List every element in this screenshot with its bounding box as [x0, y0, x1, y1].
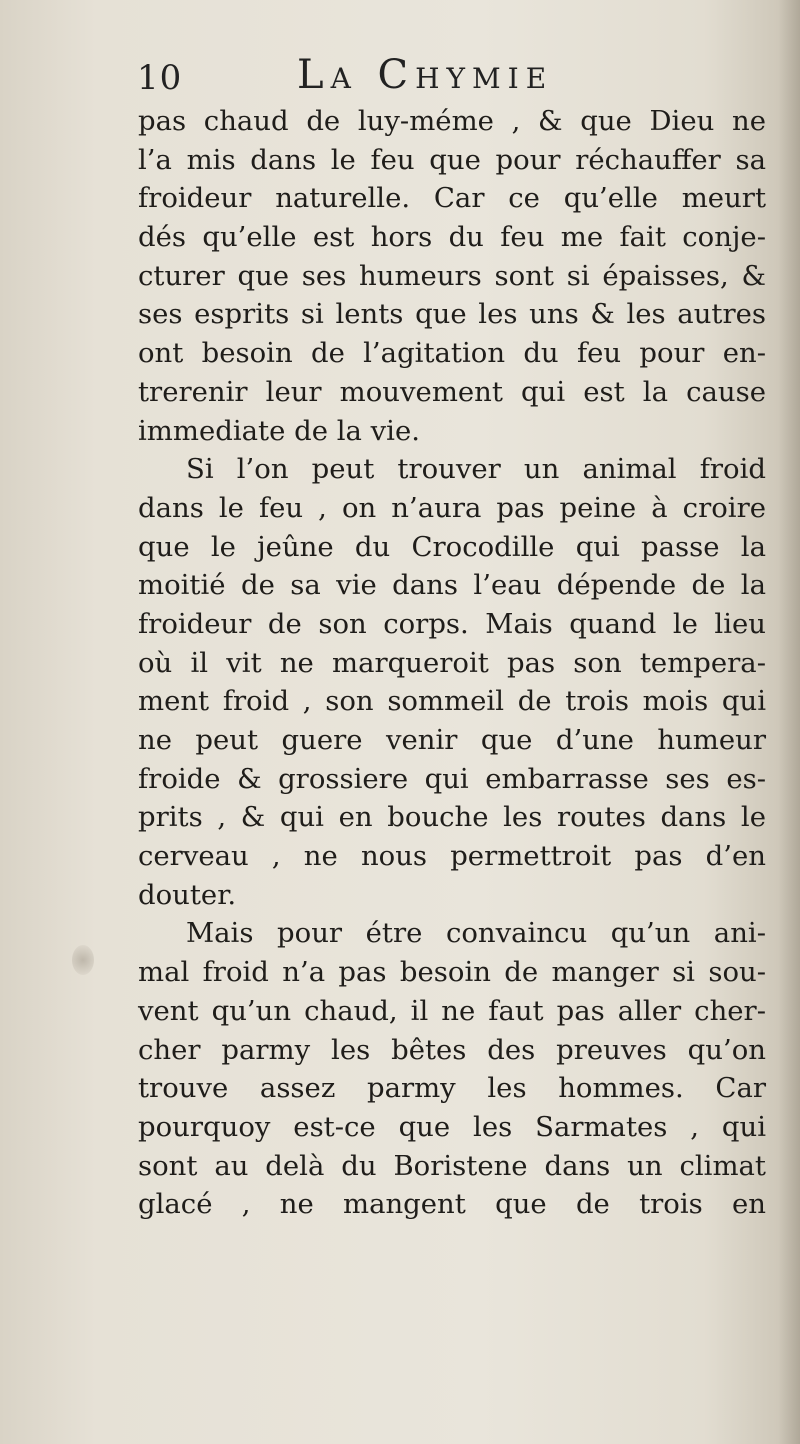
text-line: trerenir leur mouvement qui est la cause — [138, 375, 766, 408]
text-line: l’a mis dans le feu que pour réchauffer sa — [138, 143, 766, 176]
text-line: froideur de son corps. Mais quand le lieu — [138, 607, 766, 640]
text-line: prits , & qui en bouche les routes dans le — [138, 801, 766, 834]
text-line: cerveau , ne nous permettroit pas d’en — [138, 840, 766, 873]
text-line: pas chaud de luy-méme , & que Dieu ne — [138, 105, 766, 137]
running-title: La Chymie — [297, 52, 554, 98]
paragraph-start-line: Si l’on peut trouver un animal froid — [186, 453, 766, 486]
text-line: pourquoy est-ce que les Sarmates , qui — [138, 1110, 766, 1143]
paragraph-start-line: Mais pour étre convaincu qu’un ani- — [186, 917, 766, 950]
text-line: que le jeûne du Crocodille qui passe la — [138, 530, 766, 563]
text-line: mal froid n’a pas besoin de manger si sou- — [138, 956, 766, 989]
text-line: ses esprits si lents que les uns & les autres — [138, 298, 766, 331]
text-line: ont besoin de l’agitation du feu pour en- — [138, 337, 766, 370]
text-line: cher parmy les bêtes des preuves qu’on — [138, 1033, 766, 1066]
text-line: froideur naturelle. Car ce qu’elle meurt — [138, 182, 766, 215]
text-line: dans le feu , on n’aura pas peine à croire — [138, 491, 766, 524]
text-line: immediate de la vie. — [138, 414, 420, 447]
text-line: froide & grossiere qui embarrasse ses es- — [138, 762, 766, 795]
text-line: cturer que ses humeurs sont si épaisses, & — [138, 259, 766, 292]
body-text — [138, 102, 766, 1224]
text-line: sont au delà du Boristene dans un climat — [138, 1149, 766, 1182]
running-head — [137, 52, 607, 98]
text-line: douter. — [138, 878, 237, 911]
text-line: moitié de sa vie dans l’eau dépende de la — [138, 569, 766, 602]
paper-stain — [72, 945, 94, 975]
page-number: 10 — [137, 58, 183, 98]
text-line: trouve assez parmy les hommes. Car — [138, 1072, 766, 1105]
text-line: où il vit ne marqueroit pas son tempera- — [138, 646, 766, 679]
text-line: ment froid , son sommeil de trois mois qui — [138, 685, 766, 718]
text-line: glacé , ne mangent que de trois en — [138, 1188, 766, 1221]
text-line: dés qu’elle est hors du feu me fait conje- — [138, 221, 766, 254]
text-line: ne peut guere venir que d’une humeur — [138, 724, 766, 756]
text-line: vent qu’un chaud, il ne faut pas aller cher- — [138, 994, 766, 1027]
